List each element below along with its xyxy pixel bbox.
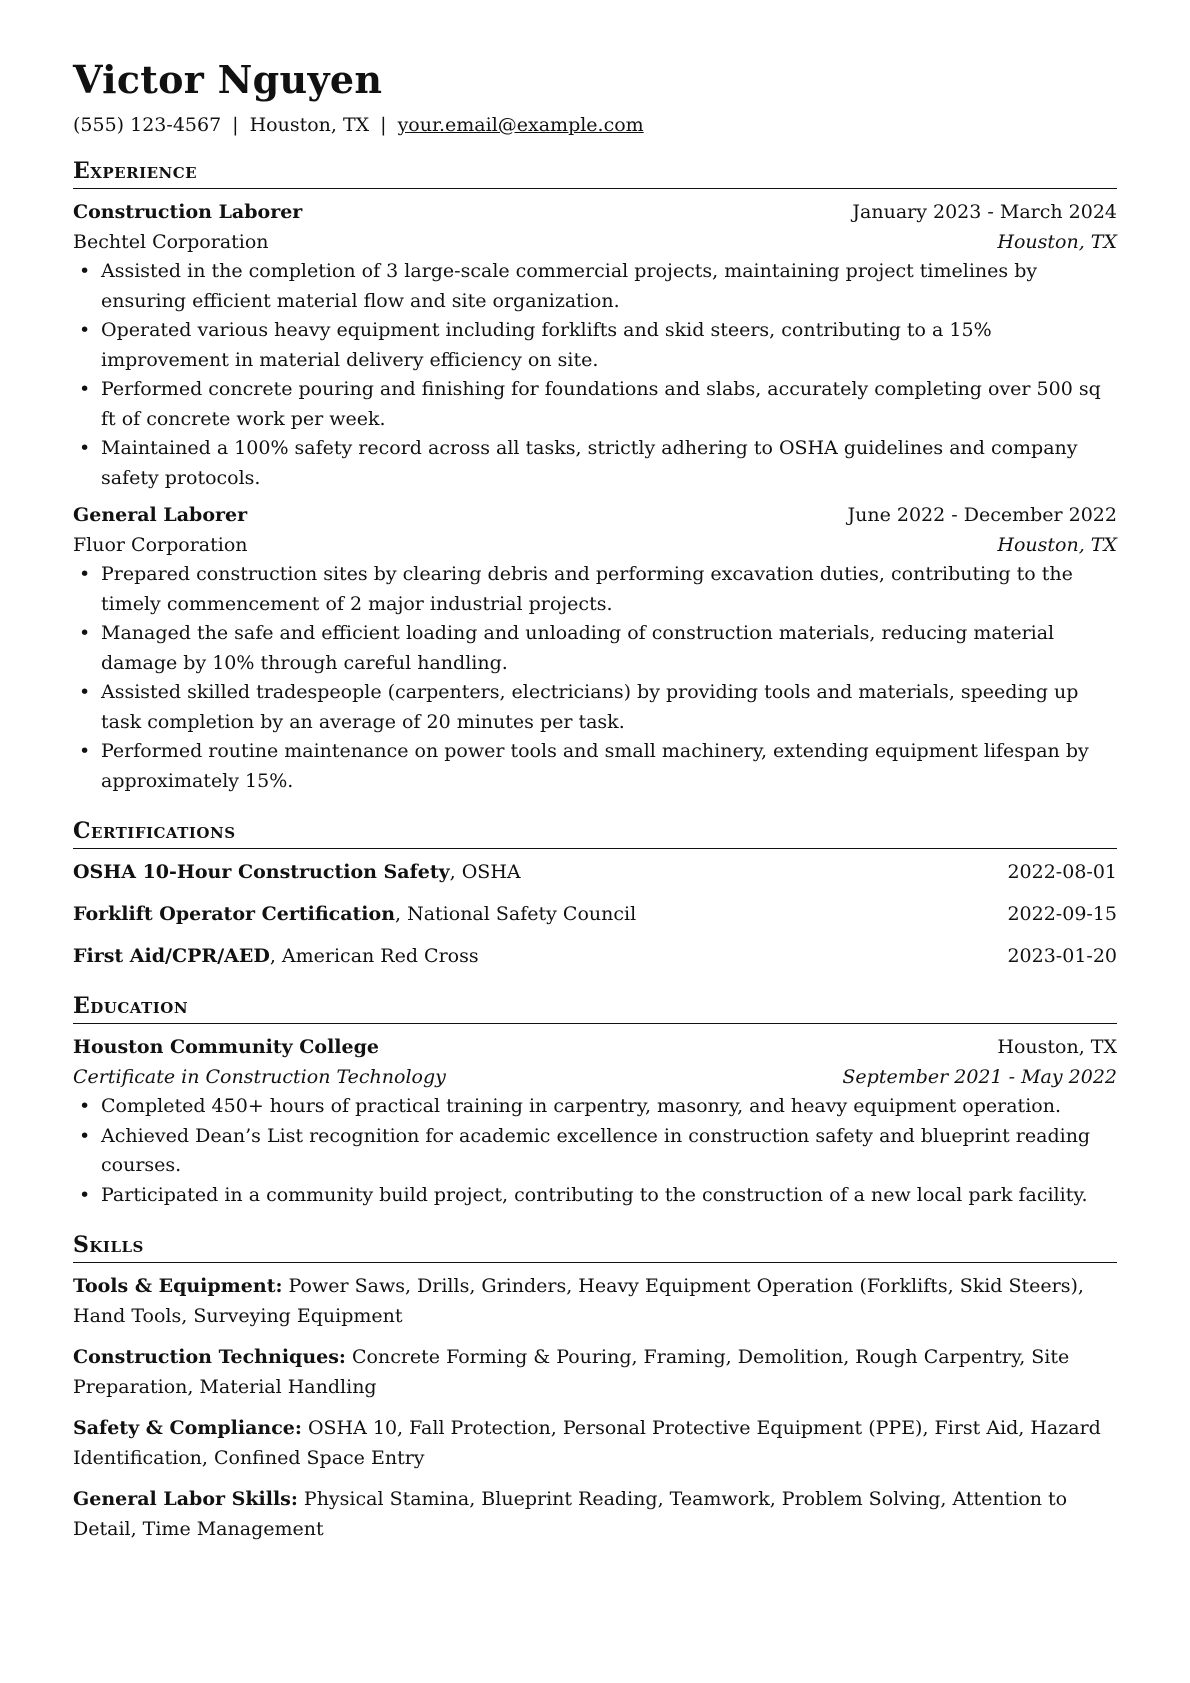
bullet-item: • Performed concrete pouring and finishing for foundations and slabs, accurately completing over 500 sq ft of concrete work per week. bbox=[73, 375, 1117, 434]
education-bullets bbox=[73, 1092, 1117, 1210]
candidate-name: Victor Nguyen bbox=[73, 57, 383, 102]
skill-row bbox=[73, 1414, 1117, 1473]
skill-row bbox=[73, 1343, 1117, 1402]
phone-number: (555) 123-4567 bbox=[73, 113, 222, 136]
section-title-education: Education bbox=[73, 995, 1117, 1024]
experience-bullets bbox=[73, 560, 1117, 796]
certification-date: 2023-01-20 bbox=[1007, 945, 1117, 968]
skill-row bbox=[73, 1272, 1117, 1331]
experience-header-row bbox=[73, 501, 1117, 531]
skill-row bbox=[73, 1485, 1117, 1544]
certifications-section bbox=[73, 820, 1117, 971]
job-location: Houston, TX bbox=[997, 533, 1117, 556]
experience-header-row bbox=[73, 198, 1117, 228]
contact-separator: | bbox=[232, 113, 239, 136]
certification-row bbox=[73, 942, 1117, 971]
experience-entry bbox=[73, 198, 1117, 493]
experience-bullets bbox=[73, 257, 1117, 493]
certification-date: 2022-08-01 bbox=[1007, 861, 1117, 884]
bullet-item: • Assisted skilled tradespeople (carpenters, electricians) by providing tools and materials, speeding up task completion by an average of 20 minutes per task. bbox=[73, 678, 1117, 737]
education-header-row bbox=[73, 1033, 1117, 1063]
education-subheader-row bbox=[73, 1063, 1117, 1093]
section-title-certifications: Certifications bbox=[73, 820, 1117, 849]
contact-separator: | bbox=[380, 113, 387, 136]
skill-category: Construction Techniques: bbox=[73, 1346, 346, 1369]
bullet-item: • Completed 450+ hours of practical training in carpentry, masonry, and heavy equipment operation. bbox=[73, 1092, 1117, 1122]
experience-subheader-row bbox=[73, 228, 1117, 258]
certification-name: OSHA 10-Hour Construction Safety bbox=[73, 861, 450, 884]
education-section bbox=[73, 995, 1117, 1210]
company-name: Fluor Corporation bbox=[73, 533, 248, 556]
certification-label bbox=[73, 858, 521, 887]
job-title: Construction Laborer bbox=[73, 201, 303, 224]
education-dates: September 2021 - May 2022 bbox=[842, 1065, 1117, 1088]
experience-entry bbox=[73, 501, 1117, 796]
bullet-item: • Managed the safe and efficient loading and unloading of construction materials, reducing material damage by 10% through careful handling. bbox=[73, 619, 1117, 678]
skill-category: Tools & Equipment: bbox=[73, 1275, 283, 1298]
contact-line bbox=[73, 114, 1117, 137]
bullet-item: • Achieved Dean’s List recognition for academic excellence in construction safety and blueprint reading courses. bbox=[73, 1122, 1117, 1181]
school-location: Houston, TX bbox=[997, 1036, 1117, 1059]
skill-category: Safety & Compliance: bbox=[73, 1417, 302, 1440]
certification-row bbox=[73, 900, 1117, 929]
job-dates: June 2022 - December 2022 bbox=[847, 504, 1117, 527]
skill-category: General Labor Skills: bbox=[73, 1488, 298, 1511]
experience-subheader-row bbox=[73, 531, 1117, 561]
contact-location: Houston, TX bbox=[249, 113, 370, 136]
skill-items: Concrete Forming & Pouring, Framing, Demolition, Rough Carpentry, Site Preparation, Material Handling bbox=[73, 1346, 1070, 1398]
skill-items: Physical Stamina, Blueprint Reading, Teamwork, Problem Solving, Attention to Detail, Time Management bbox=[73, 1488, 1068, 1540]
certification-name: First Aid/CPR/AED bbox=[73, 945, 270, 968]
bullet-item: • Performed routine maintenance on power tools and small machinery, extending equipment lifespan by approximately 15%. bbox=[73, 737, 1117, 796]
experience-section bbox=[73, 160, 1117, 796]
bullet-item: • Participated in a community build project, contributing to the construction of a new local park facility. bbox=[73, 1181, 1117, 1211]
certification-date: 2022-09-15 bbox=[1007, 903, 1117, 926]
company-name: Bechtel Corporation bbox=[73, 230, 269, 253]
certification-label bbox=[73, 942, 479, 971]
certification-issuer: , OSHA bbox=[449, 861, 521, 884]
education-entry bbox=[73, 1033, 1117, 1210]
skill-items: Power Saws, Drills, Grinders, Heavy Equipment Operation (Forklifts, Skid Steers), Hand Tools, Surveying Equipment bbox=[73, 1275, 1084, 1327]
section-title-experience: Experience bbox=[73, 160, 1117, 189]
skill-items: OSHA 10, Fall Protection, Personal Protective Equipment (PPE), First Aid, Hazard Identification, Confined Space Entry bbox=[73, 1417, 1101, 1469]
program-name: Certificate in Construction Technology bbox=[73, 1065, 446, 1088]
bullet-item: • Prepared construction sites by clearing debris and performing excavation duties, contributing to the timely commencement of 2 major industrial projects. bbox=[73, 560, 1117, 619]
job-location: Houston, TX bbox=[997, 230, 1117, 253]
school-name: Houston Community College bbox=[73, 1036, 379, 1059]
certification-issuer: , American Red Cross bbox=[269, 945, 479, 968]
skills-section bbox=[73, 1234, 1117, 1544]
job-title: General Laborer bbox=[73, 504, 248, 527]
certification-row bbox=[73, 858, 1117, 887]
job-dates: January 2023 - March 2024 bbox=[852, 201, 1117, 224]
certification-name: Forklift Operator Certification bbox=[73, 903, 396, 926]
email-link[interactable]: your.email@example.com bbox=[397, 113, 644, 136]
bullet-item: • Assisted in the completion of 3 large-scale commercial projects, maintaining project timelines by ensuring efficient material flow and site organization. bbox=[73, 257, 1117, 316]
certification-label bbox=[73, 900, 636, 929]
bullet-item: • Maintained a 100% safety record across all tasks, strictly adhering to OSHA guidelines and company safety protocols. bbox=[73, 434, 1117, 493]
bullet-item: • Operated various heavy equipment including forklifts and skid steers, contributing to a 15% improvement in material delivery efficiency on site. bbox=[73, 316, 1117, 375]
certification-issuer: , National Safety Council bbox=[395, 903, 637, 926]
section-title-skills: Skills bbox=[73, 1234, 1117, 1263]
